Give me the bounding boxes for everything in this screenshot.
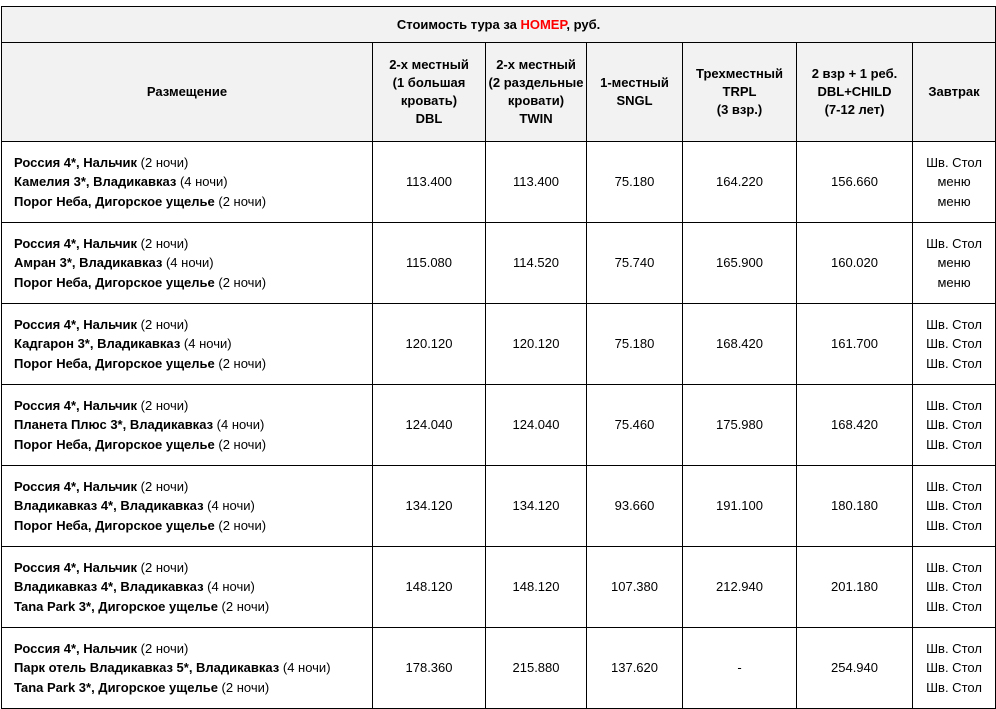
header-line: TWIN: [519, 111, 553, 126]
header-line: 2-х местный: [389, 57, 469, 72]
price-trpl: 168.420: [683, 304, 797, 385]
header-dbl-child: [797, 43, 913, 142]
table-row: [2, 547, 996, 628]
placement-line: [14, 334, 371, 354]
price-twin: 148.120: [486, 547, 587, 628]
nights-count: (2 ночи): [137, 316, 189, 332]
price-dbl: 178.360: [373, 628, 486, 709]
nights-count: (2 ночи): [137, 154, 189, 170]
price-sngl: 137.620: [587, 628, 683, 709]
price-sngl: 75.460: [587, 385, 683, 466]
placement-cell: [2, 385, 373, 466]
breakfast-option: меню: [937, 255, 971, 271]
placement-line: [14, 477, 371, 497]
title-accent: НОМЕР: [520, 17, 567, 32]
breakfast-cell: [913, 466, 996, 547]
header-line: (1 большая: [392, 75, 466, 90]
breakfast-option: Шв. Стол: [926, 478, 982, 494]
hotel-name: Владикавказ 4*, Владикавказ: [14, 498, 204, 514]
price-dbl: 148.120: [373, 547, 486, 628]
price-dbl-child: 180.180: [797, 466, 913, 547]
price-dbl: 124.040: [373, 385, 486, 466]
breakfast-option: Шв. Стол: [926, 417, 982, 433]
hotel-name: Россия 4*, Нальчик: [14, 316, 138, 332]
placement-line: [14, 396, 371, 416]
nights-count: (4 ночи): [213, 417, 265, 433]
nights-count: (2 ночи): [217, 598, 270, 614]
nights-count: (2 ночи): [214, 274, 267, 290]
price-dbl-child: 201.180: [797, 547, 913, 628]
header-line: кровать): [400, 93, 458, 108]
header-line: 2-х местный: [496, 57, 576, 72]
table-row: [2, 628, 996, 709]
price-sngl: 93.660: [587, 466, 683, 547]
price-twin: 120.120: [486, 304, 587, 385]
header-trpl: [683, 43, 797, 142]
header-line: TRPL: [722, 84, 757, 99]
hotel-name: Порог Неба, Дигорское ущелье: [14, 274, 215, 290]
placement-line: [14, 253, 371, 273]
price-trpl: 175.980: [683, 385, 797, 466]
hotel-name: Кадгарон 3*, Владикавказ: [14, 336, 181, 352]
nights-count: (2 ночи): [214, 517, 267, 533]
header-line: DBL: [415, 111, 443, 126]
breakfast-option: Шв. Стол: [926, 517, 982, 533]
hotel-name: Порог Неба, Дигорское ущелье: [14, 193, 215, 209]
hotel-name: Планета Плюс 3*, Владикавказ: [14, 417, 214, 433]
tour-price-table: [1, 6, 996, 709]
placement-line: [14, 516, 371, 536]
price-dbl-child: 161.700: [797, 304, 913, 385]
placement-line: [14, 658, 371, 678]
price-sngl: 75.180: [587, 142, 683, 223]
breakfast-option: Шв. Стол: [926, 336, 982, 352]
placement-cell: [2, 304, 373, 385]
hotel-name: Порог Неба, Дигорское ущелье: [14, 355, 215, 371]
price-sngl: 107.380: [587, 547, 683, 628]
nights-count: (2 ночи): [214, 436, 267, 452]
price-twin: 124.040: [486, 385, 587, 466]
hotel-name: Порог Неба, Дигорское ущелье: [14, 436, 215, 452]
table-row: [2, 223, 996, 304]
breakfast-cell: [913, 304, 996, 385]
placement-line: [14, 234, 371, 254]
price-dbl: 115.080: [373, 223, 486, 304]
nights-count: (2 ночи): [217, 679, 270, 695]
price-twin: 113.400: [486, 142, 587, 223]
placement-line: [14, 415, 371, 435]
table-title: [2, 7, 996, 43]
hotel-name: Владикавказ 4*, Владикавказ: [14, 579, 204, 595]
placement-cell: [2, 142, 373, 223]
price-dbl: 120.120: [373, 304, 486, 385]
breakfast-option: Шв. Стол: [926, 154, 982, 170]
hotel-name: Камелия 3*, Владикавказ: [14, 174, 177, 190]
breakfast-option: Шв. Стол: [926, 679, 982, 695]
breakfast-option: Шв. Стол: [926, 355, 982, 371]
placement-line: [14, 577, 371, 597]
hotel-name: Россия 4*, Нальчик: [14, 478, 138, 494]
price-trpl: -: [683, 628, 797, 709]
header-sngl: [587, 43, 683, 142]
title-prefix: Стоимость тура за: [396, 17, 521, 32]
breakfast-option: Шв. Стол: [926, 235, 982, 251]
breakfast-cell: [913, 142, 996, 223]
header-twin: [486, 43, 587, 142]
header-line: 1-местный: [600, 75, 669, 90]
price-dbl-child: 254.940: [797, 628, 913, 709]
placement-line: [14, 354, 371, 374]
hotel-name: Россия 4*, Нальчик: [14, 154, 138, 170]
breakfast-option: Шв. Стол: [926, 660, 982, 676]
nights-count: (2 ночи): [137, 640, 189, 656]
header-placement: [2, 43, 373, 142]
price-dbl-child: 156.660: [797, 142, 913, 223]
placement-line: [14, 315, 371, 335]
nights-count: (2 ночи): [137, 559, 189, 575]
header-line: Завтрак: [928, 84, 980, 99]
column-header-row: [2, 43, 996, 142]
hotel-name: Порог Неба, Дигорское ущелье: [14, 517, 215, 533]
header-line: (2 раздельные: [488, 75, 584, 90]
breakfast-cell: [913, 223, 996, 304]
header-dbl: [373, 43, 486, 142]
nights-count: (4 ночи): [176, 174, 228, 190]
table-title-row: [2, 7, 996, 43]
header-line: Размещение: [146, 84, 228, 99]
header-breakfast: [913, 43, 996, 142]
placement-line: [14, 435, 371, 455]
nights-count: (2 ночи): [137, 235, 189, 251]
title-suffix: , руб.: [566, 17, 601, 32]
hotel-name: Россия 4*, Нальчик: [14, 640, 138, 656]
hotel-name: Россия 4*, Нальчик: [14, 559, 138, 575]
table-row: [2, 304, 996, 385]
placement-line: [14, 172, 371, 192]
hotel-name: Парк отель Владикавказ 5*, Владикавказ: [14, 660, 280, 676]
price-trpl: 212.940: [683, 547, 797, 628]
nights-count: (4 ночи): [180, 336, 232, 352]
price-dbl: 134.120: [373, 466, 486, 547]
price-dbl-child: 168.420: [797, 385, 913, 466]
price-twin: 134.120: [486, 466, 587, 547]
placement-line: [14, 558, 371, 578]
placement-line: [14, 496, 371, 516]
placement-cell: [2, 223, 373, 304]
placement-line: [14, 639, 371, 659]
hotel-name: Амран 3*, Владикавказ: [14, 255, 163, 271]
nights-count: (2 ночи): [137, 478, 189, 494]
hotel-name: Tana Park 3*, Дигорское ущелье: [14, 598, 218, 614]
breakfast-option: меню: [937, 174, 971, 190]
hotel-name: Tana Park 3*, Дигорское ущелье: [14, 679, 218, 695]
placement-cell: [2, 628, 373, 709]
breakfast-cell: [913, 385, 996, 466]
placement-line: [14, 597, 371, 617]
placement-line: [14, 678, 371, 698]
breakfast-cell: [913, 547, 996, 628]
breakfast-option: Шв. Стол: [926, 579, 982, 595]
breakfast-option: меню: [937, 193, 971, 209]
header-line: DBL+CHILD: [817, 84, 892, 99]
breakfast-option: Шв. Стол: [926, 397, 982, 413]
breakfast-option: Шв. Стол: [926, 598, 982, 614]
placement-line: [14, 153, 371, 173]
price-twin: 114.520: [486, 223, 587, 304]
header-line: Трехместный: [696, 66, 783, 81]
breakfast-option: Шв. Стол: [926, 436, 982, 452]
breakfast-option: Шв. Стол: [926, 559, 982, 575]
breakfast-option: меню: [937, 274, 971, 290]
placement-line: [14, 273, 371, 293]
breakfast-option: Шв. Стол: [926, 640, 982, 656]
price-twin: 215.880: [486, 628, 587, 709]
placement-line: [14, 192, 371, 212]
price-sngl: 75.180: [587, 304, 683, 385]
price-dbl: 113.400: [373, 142, 486, 223]
header-line: кровати): [507, 93, 565, 108]
nights-count: (4 ночи): [203, 579, 255, 595]
breakfast-option: Шв. Стол: [926, 316, 982, 332]
placement-cell: [2, 547, 373, 628]
header-line: (3 взр.): [716, 102, 763, 117]
header-line: 2 взр + 1 реб.: [811, 66, 898, 81]
table-row: [2, 385, 996, 466]
price-dbl-child: 160.020: [797, 223, 913, 304]
nights-count: (4 ночи): [279, 660, 331, 676]
price-sngl: 75.740: [587, 223, 683, 304]
breakfast-option: Шв. Стол: [926, 498, 982, 514]
header-line: SNGL: [616, 93, 653, 108]
nights-count: (2 ночи): [214, 355, 267, 371]
table-row: [2, 142, 996, 223]
nights-count: (4 ночи): [162, 255, 214, 271]
nights-count: (4 ночи): [203, 498, 255, 514]
table-row: [2, 466, 996, 547]
breakfast-cell: [913, 628, 996, 709]
placement-cell: [2, 466, 373, 547]
nights-count: (2 ночи): [137, 397, 189, 413]
header-line: (7-12 лет): [824, 102, 885, 117]
nights-count: (2 ночи): [214, 193, 267, 209]
price-trpl: 164.220: [683, 142, 797, 223]
hotel-name: Россия 4*, Нальчик: [14, 397, 138, 413]
price-trpl: 191.100: [683, 466, 797, 547]
price-trpl: 165.900: [683, 223, 797, 304]
hotel-name: Россия 4*, Нальчик: [14, 235, 138, 251]
